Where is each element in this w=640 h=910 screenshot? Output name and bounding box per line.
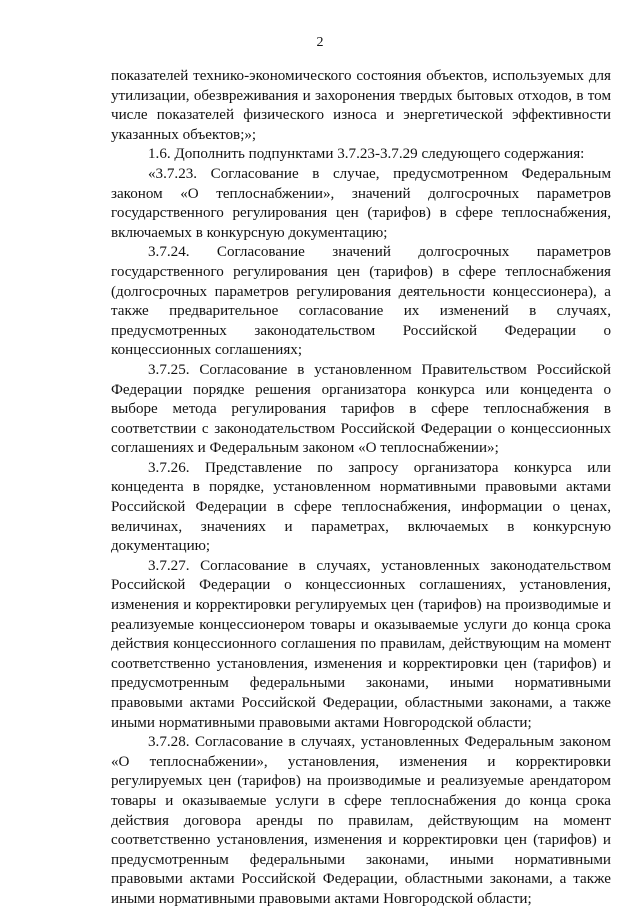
paragraph-item-3-7-28: 3.7.28. Согласование в случаях, установленных Федеральным законом «О теплоснабжении», установления, изменения и корректировки регулируемых цен (тарифов) на производимые и реализуемые арендатором товары и оказываемые услуги в сфере теплоснабжения до конца срока действия договора аренды по правилам, действующим на момент соответственно установления, изменения и корректировки цен (тарифов) и предусмотренным федеральными законами, иными нормативными правовыми актами Российской Федерации, областными законами, а также иными нормативными правовыми актами Новгородской области; (111, 734, 611, 907)
document-body (111, 67, 611, 910)
paragraph-item-3-7-26: 3.7.26. Представление по запросу организатора конкурса или концедента в порядке, установленном нормативными правовыми актами Российской Федерации в сфере теплоснабжения, информации о ценах, величинах, значениях и параметрах, включаемых в конкурсную документацию; (111, 459, 611, 555)
paragraph-continuation: показателей технико-экономического состояния объектов, используемых для утилизации, обезвреживания и захоронения твердых бытовых отходов, в том числе показателей физического износа и энергетической эффективности указанных объектов;»; (111, 68, 611, 143)
paragraph-item-3-7-23: «3.7.23. Согласование в случае, предусмотренном Федеральным законом «О теплоснабжении», значений долгосрочных параметров государственного регулирования цен (тарифов) в сфере теплоснабжения, включаемых в конкурсную документацию; (111, 165, 611, 241)
paragraph-item-1-6: 1.6. Дополнить подпунктами 3.7.23-3.7.29 следующего содержания: (148, 146, 585, 163)
paragraph-item-3-7-27: 3.7.27. Согласование в случаях, установленных законодательством Российской Федерации о концессионных соглашениях, установления, изменения и корректировки регулируемых цен (тарифов) на производимые и реализуемые концессионером товары и оказываемые услуги до конца срока действия концессионного соглашения по правилам, действующим на момент соответственно установления, изменения и корректировки цен (тарифов) и предусмотренным федеральными законами, иными нормативными правовыми актами Российской Федерации, областными законами, а также иными нормативными правовыми актами Новгородской области; (111, 557, 611, 731)
page-number: 2 (316, 35, 324, 50)
paragraph-item-3-7-25: 3.7.25. Согласование в установленном Правительством Российской Федерации порядке решения организатора конкурса или концедента о выборе метода регулирования тарифов в сфере теплоснабжения в соответствии с законодательством Российской Федерации о концессионных соглашениях и Федеральным законом «О теплоснабжении»; (111, 361, 611, 457)
paragraph-item-3-7-24: 3.7.24. Согласование значений долгосрочных параметров государственного регулирования цен (тарифов) в сфере теплоснабжения (долгосрочных параметров регулирования деятельности концессионера), а также предварительное согласование их изменений в случаях, предусмотренных законодательством Российской Федерации о концессионных соглашениях; (111, 244, 611, 359)
